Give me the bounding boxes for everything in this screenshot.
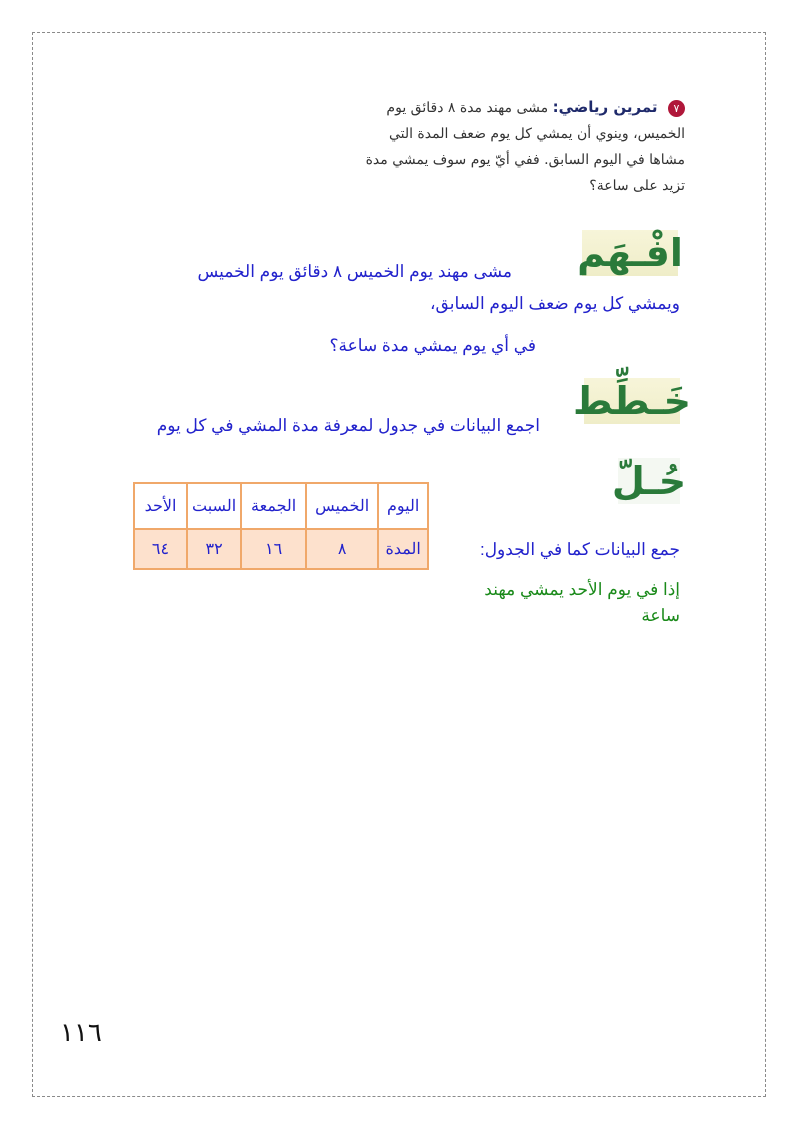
table-row	[134, 529, 428, 569]
problem-text-1: مشى مهند مدة ٨ دقائق يوم	[386, 100, 549, 116]
solve-heading: حُـلّ	[611, 459, 687, 503]
solve-conclusion-line-1: إذا في يوم الأحد يمشي مهند	[484, 580, 680, 599]
problem-line-1	[305, 94, 685, 121]
table-cell: ٦٤	[134, 529, 187, 569]
problem-text-3: مشاها في اليوم السابق. ففي أيّ يوم سوف يمشي مدة	[365, 152, 685, 168]
table-cell: المدة	[378, 529, 428, 569]
plan-heading: خَـطِّط	[572, 379, 692, 423]
problem-text-2: الخميس، وينوي أن يمشي كل يوم ضعف المدة التي	[388, 126, 685, 142]
table-cell: ٨	[306, 529, 378, 569]
solve-conclusion-line-2: ساعة	[641, 606, 680, 625]
data-table	[133, 482, 429, 570]
table-header-row	[134, 483, 428, 529]
table-cell: ٣٢	[187, 529, 241, 569]
problem-title: تمرين رياضي:	[552, 98, 658, 116]
problem-text-4: تزيد على ساعة؟	[589, 178, 685, 194]
table-header-cell: الجمعة	[241, 483, 306, 529]
page-number: ١١٦	[60, 1018, 102, 1048]
table-header-cell: الخميس	[306, 483, 378, 529]
problem-number-badge: ٧	[668, 100, 685, 117]
problem-statement	[305, 94, 685, 199]
table-header-cell: السبت	[187, 483, 241, 529]
solve-intro: جمع البيانات كما في الجدول:	[479, 540, 680, 559]
table-cell: ١٦	[241, 529, 306, 569]
understand-line-2: ويمشي كل يوم ضعف اليوم السابق،	[430, 294, 680, 313]
table-header-cell: الأحد	[134, 483, 187, 529]
understand-line-3: في أي يوم يمشي مدة ساعة؟	[329, 336, 536, 355]
understand-heading: افْـهَم	[577, 231, 683, 275]
table-header-cell: اليوم	[378, 483, 428, 529]
understand-line-1: مشى مهند يوم الخميس ٨ دقائق يوم الخميس	[197, 262, 512, 281]
plan-text: اجمع البيانات في جدول لمعرفة مدة المشي في كل يوم	[156, 416, 540, 435]
